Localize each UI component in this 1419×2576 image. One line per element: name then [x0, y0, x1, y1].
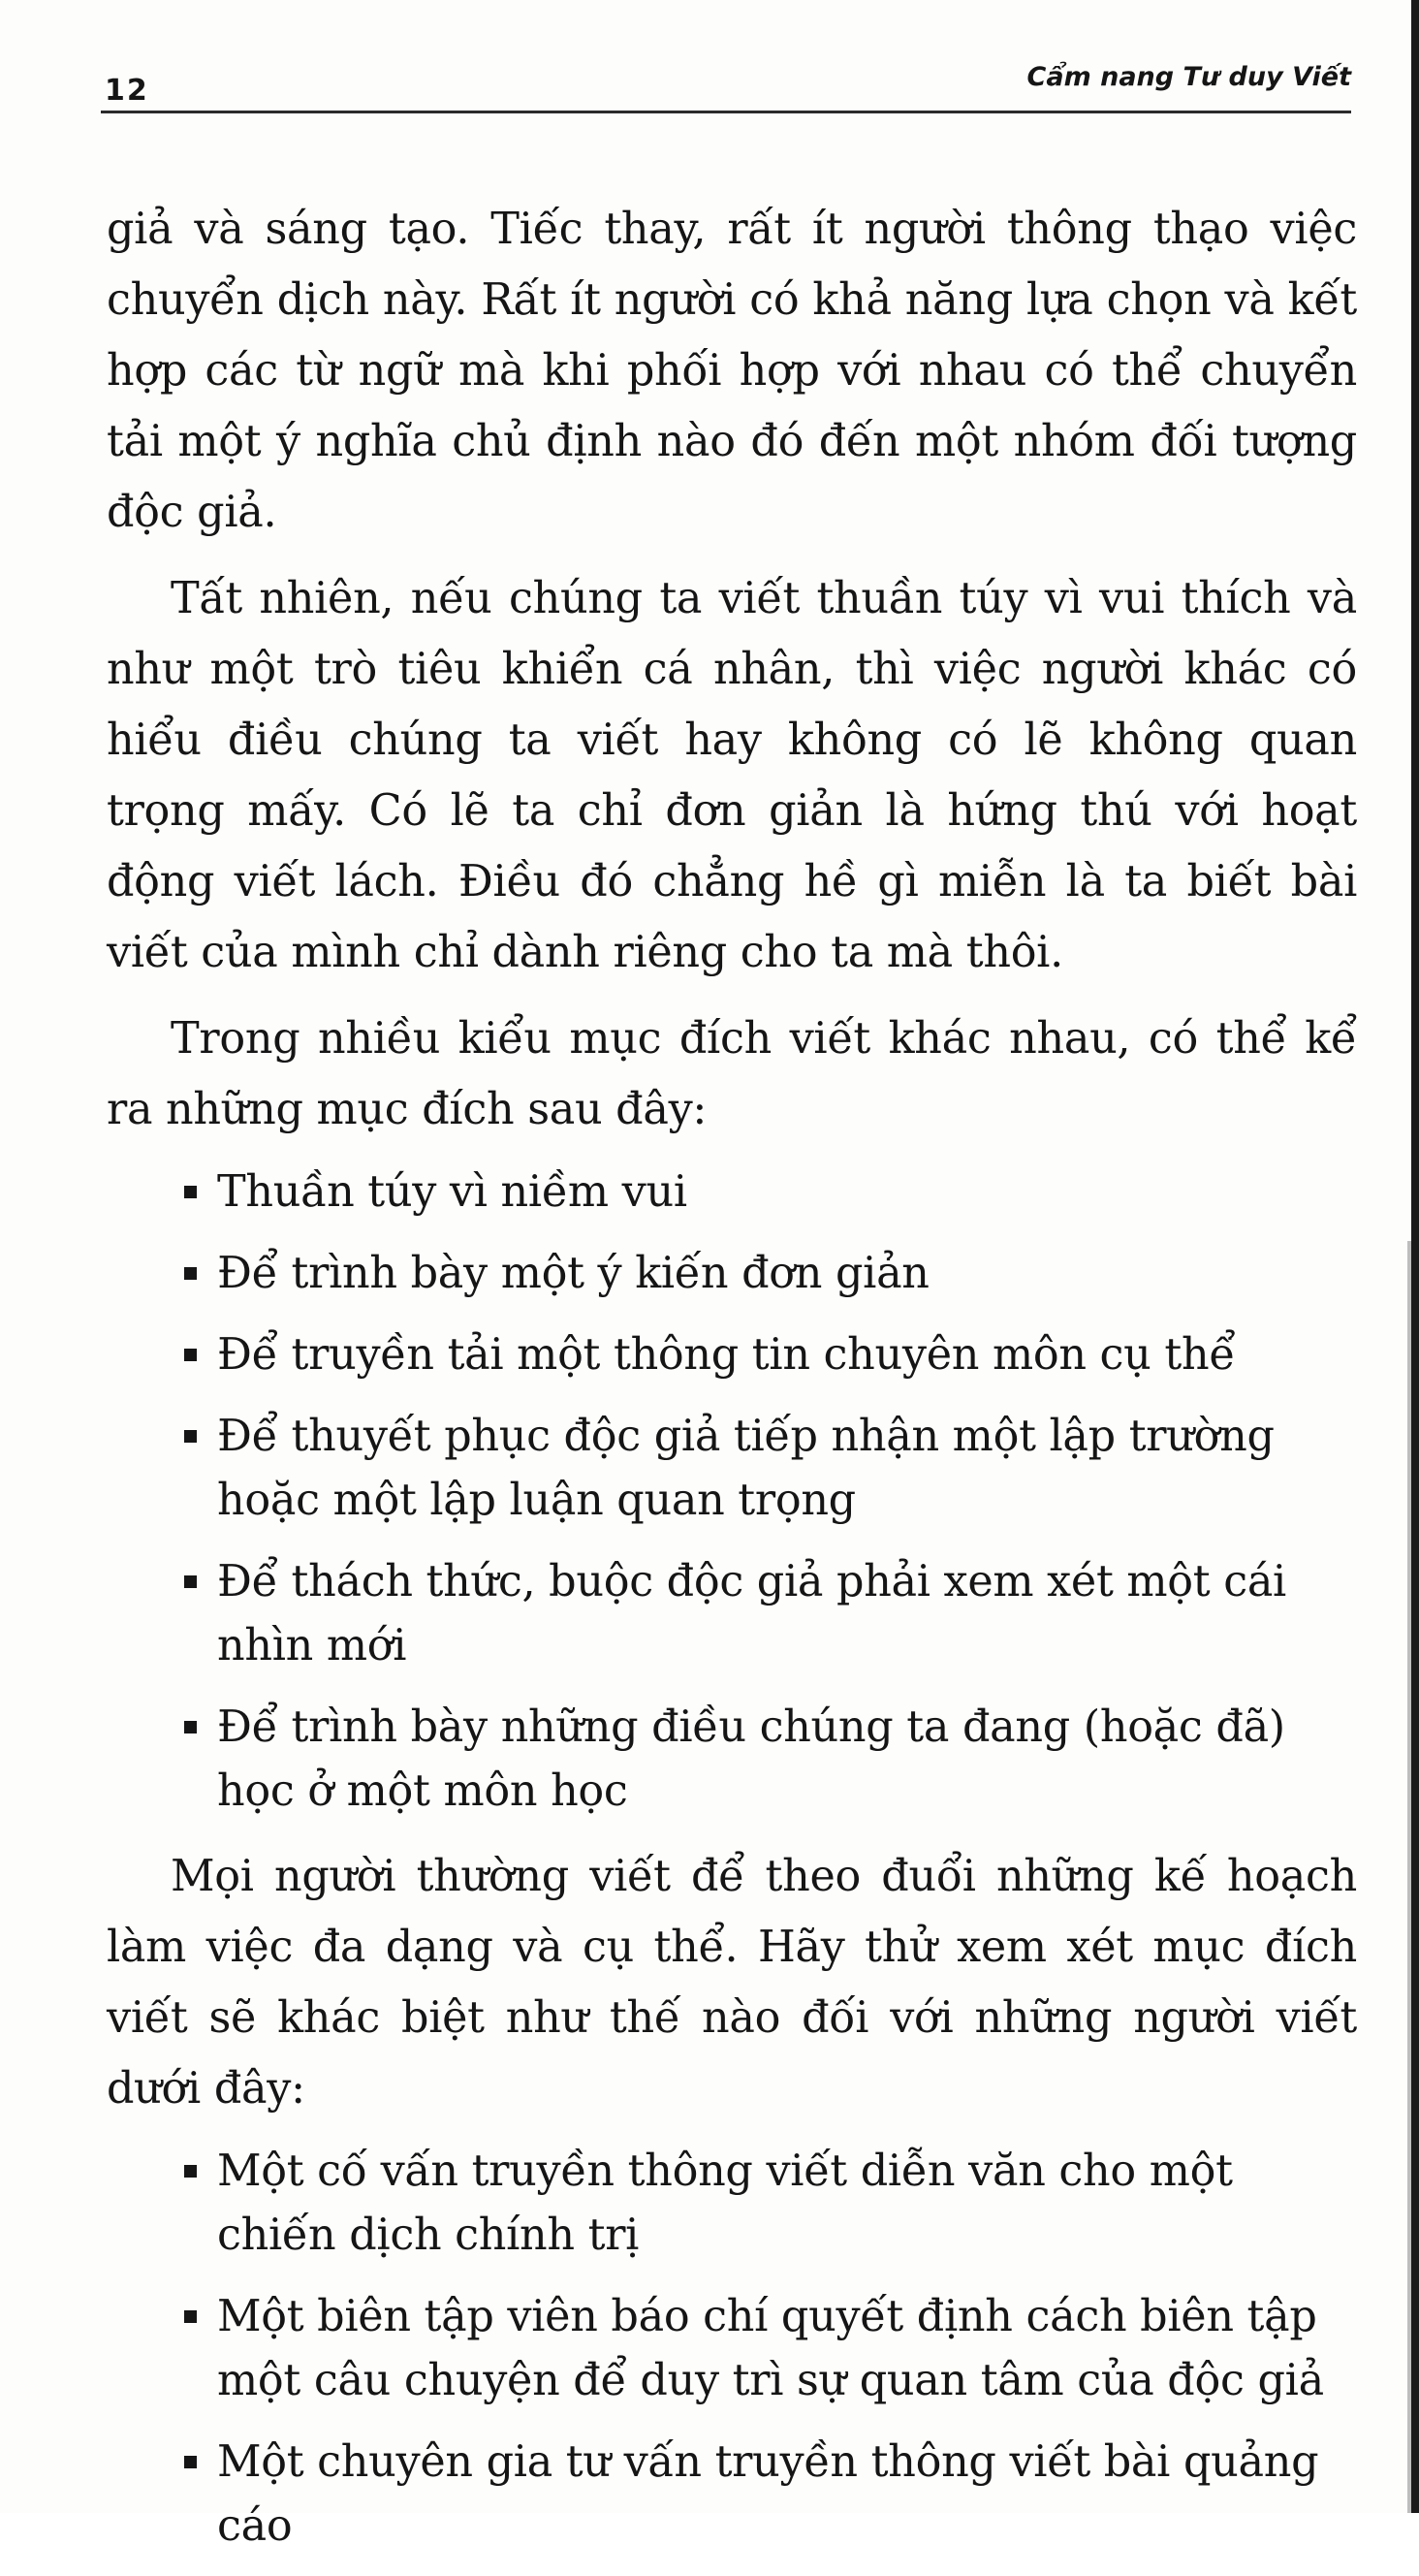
list-item-text: Để trình bày một ý kiến đơn giản	[217, 1249, 930, 1298]
body-text	[107, 194, 1357, 2576]
list-item	[180, 1550, 1357, 1678]
square-bullet-icon	[184, 2310, 197, 2323]
page-header	[101, 54, 1351, 116]
paragraph-2: Tất nhiên, nếu chúng ta viết thuần túy vì vui thích và như một trò tiêu khiển cá nhân, thì việc người khác có hiểu điều chúng ta viết hay không có lẽ không quan trọng mấy. Có lẽ ta chỉ đơn giản là hứng thú với hoạt động viết lách. Điều đó chẳng hề gì miễn là ta biết bài viết của mình chỉ dành riêng cho ta mà thôi.	[107, 574, 1357, 977]
square-bullet-icon	[184, 2165, 197, 2178]
paragraph-1: giả và sáng tạo. Tiếc thay, rất ít người thông thạo việc chuyển dịch này. Rất ít người có khả năng lựa chọn và kết hợp các từ ngữ mà khi phối hợp với nhau có thể chuyển tải một ý nghĩa chủ định nào đó đến một nhóm đối tượng độc giả.	[107, 205, 1357, 537]
paragraph-3: Trong nhiều kiểu mục đích viết khác nhau, có thể kể ra những mục đích sau đây:	[107, 1014, 1357, 1134]
page-number: 12	[105, 74, 149, 108]
paragraph-4: Mọi người thường viết để theo đuổi những kế hoạch làm việc đa dạng và cụ thể. Hãy thử xem xét mục đích viết sẽ khác biệt như thế nào đối với những người viết dưới đây:	[107, 1852, 1357, 2114]
square-bullet-icon	[184, 1721, 197, 1733]
list-item	[180, 1242, 1357, 1306]
list-item	[180, 2140, 1357, 2268]
list-item-text: Để thuyết phục độc giả tiếp nhận một lập trường hoặc một lập luận quan trọng	[217, 1412, 1275, 1525]
list-item-text: Để thách thức, buộc độc giả phải xem xét một cái nhìn mới	[217, 1557, 1286, 1670]
square-bullet-icon	[184, 1575, 197, 1588]
list-item-text: Để truyền tải một thông tin chuyên môn cụ thể	[217, 1330, 1236, 1380]
square-bullet-icon	[184, 1430, 197, 1443]
page-edge	[1411, 0, 1419, 2513]
list-item-text: Một chuyên gia tư vấn truyền thông viết bài quảng cáo	[217, 2437, 1319, 2551]
list-item	[180, 2431, 1357, 2559]
list-item-text: Một cố vấn truyền thông viết diễn văn cho một chiến dịch chính trị	[217, 2147, 1233, 2260]
list-item-text: Để trình bày những điều chúng ta đang (hoặc đã) học ở một môn học	[217, 1702, 1285, 1816]
running-title: Cẩm nang Tư duy Viết	[1026, 62, 1351, 92]
writers-list	[107, 2140, 1357, 2559]
square-bullet-icon	[184, 1267, 197, 1280]
list-item	[180, 1696, 1357, 1824]
square-bullet-icon	[184, 1186, 197, 1198]
square-bullet-icon	[184, 1349, 197, 1361]
list-item-text: Thuần túy vì niềm vui	[217, 1167, 687, 1217]
square-bullet-icon	[184, 2456, 197, 2468]
purposes-list	[107, 1161, 1357, 1824]
header-rule	[101, 111, 1351, 113]
list-item-text: Một biên tập viên báo chí quyết định cách biên tập một câu chuyện để duy trì sự quan tâm của độc giả	[217, 2292, 1324, 2405]
list-item	[180, 1161, 1357, 1224]
list-item	[180, 2285, 1357, 2413]
list-item	[180, 1323, 1357, 1387]
list-item	[180, 1405, 1357, 1533]
